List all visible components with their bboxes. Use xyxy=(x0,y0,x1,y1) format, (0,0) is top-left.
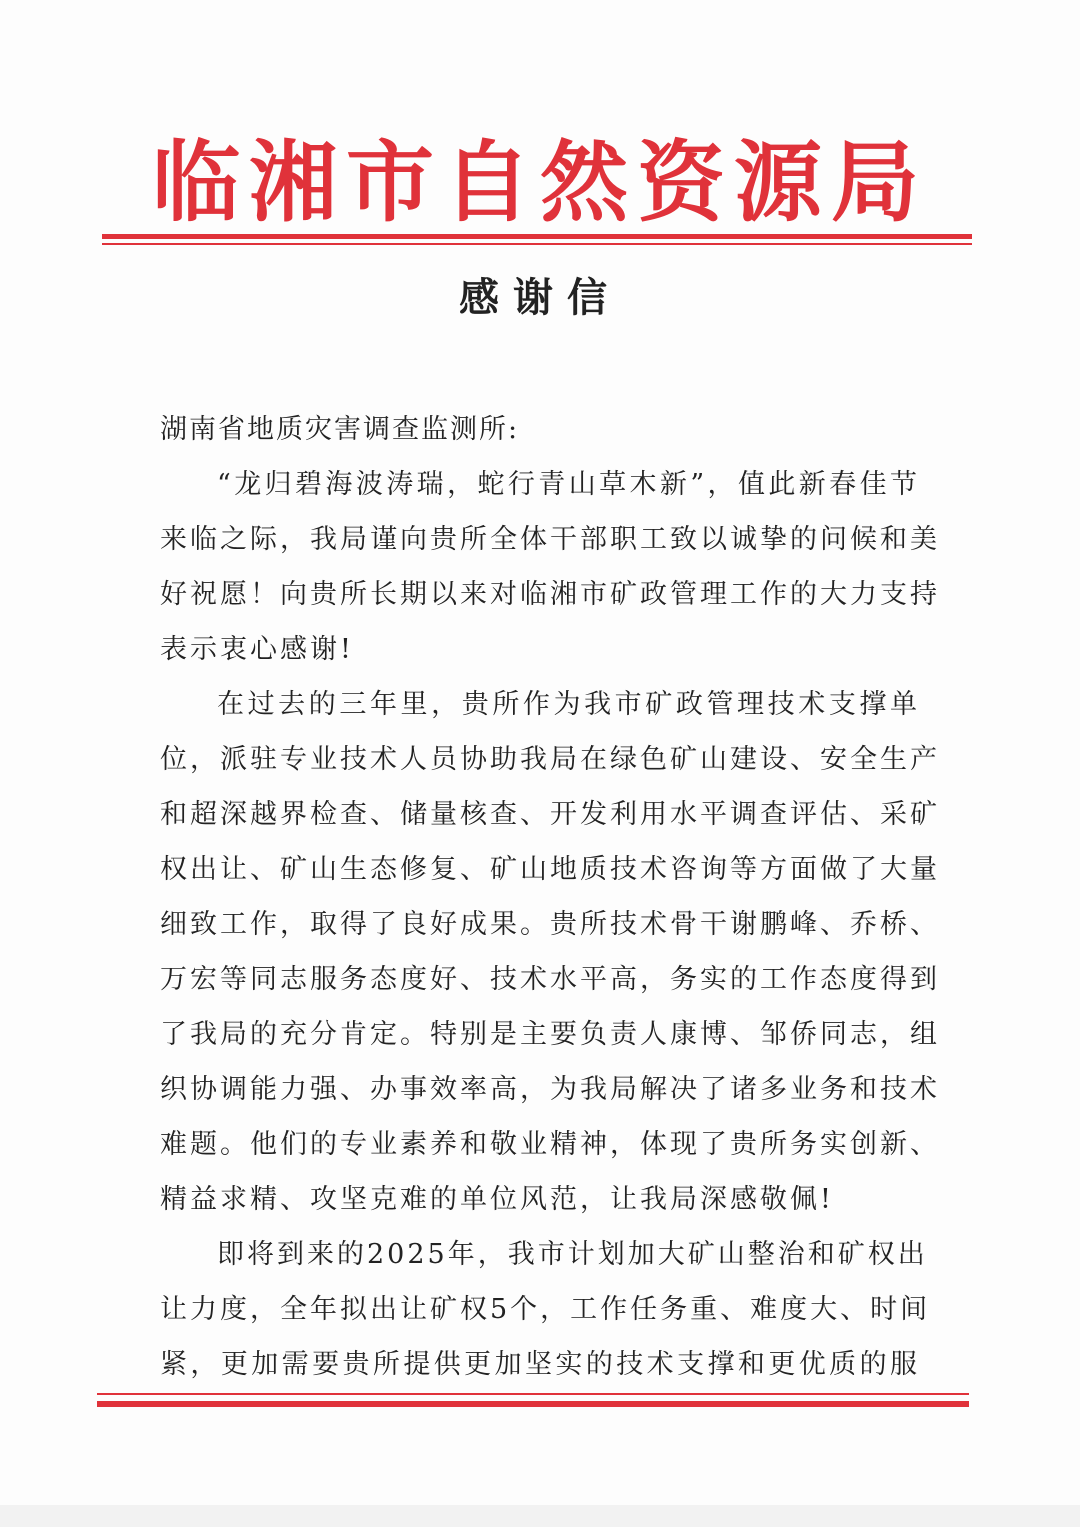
body-line: 织协调能力强、办事效率高，为我局解决了诸多业务和技术 xyxy=(160,1074,940,1105)
page-bottom-edge xyxy=(0,1505,1080,1527)
letter-body xyxy=(160,465,940,1400)
body-line: 权出让、矿山生态修复、矿山地质技术咨询等方面做了大量 xyxy=(160,854,940,885)
body-line: 和超深越界检查、储量核查、开发利用水平调查评估、采矿 xyxy=(160,799,940,830)
body-line: 让力度，全年拟出让矿权5个，工作任务重、难度大、时间 xyxy=(160,1294,931,1325)
body-line: 即将到来的2025年，我市计划加大矿山整治和矿权出 xyxy=(217,1239,928,1270)
letterhead-rule-thick xyxy=(102,234,972,239)
footer-rule-thick xyxy=(97,1401,969,1407)
body-line: 表示衷心感谢! xyxy=(160,634,354,665)
body-line: 好祝愿！向贵所长期以来对临湘市矿政管理工作的大力支持 xyxy=(160,579,940,610)
footer-rule-thin xyxy=(97,1393,969,1395)
recipient-salutation: 湖南省地质灾害调查监测所: xyxy=(160,414,520,445)
body-line: 难题。他们的专业素养和敬业精神，体现了贵所务实创新、 xyxy=(160,1129,940,1160)
letterhead-rule-thin xyxy=(102,243,972,245)
body-line: 万宏等同志服务态度好、技术水平高，务实的工作态度得到 xyxy=(160,964,940,995)
letterhead-organization-name: 临湘市自然资源局 xyxy=(151,131,928,234)
body-line: 了我局的充分肯定。特别是主要负责人康博、邹侨同志，组 xyxy=(160,1019,940,1050)
body-line: 紧，更加需要贵所提供更加坚实的技术支撑和更优质的服 xyxy=(160,1349,920,1380)
body-line: 在过去的三年里，贵所作为我市矿政管理技术支撑单 xyxy=(217,689,920,720)
body-line: 细致工作，取得了良好成果。贵所技术骨干谢鹏峰、乔桥、 xyxy=(160,909,940,940)
body-line: 精益求精、攻坚克难的单位风范，让我局深感敬佩! xyxy=(160,1184,834,1215)
body-line: 来临之际，我局谨向贵所全体干部职工致以诚挚的问候和美 xyxy=(160,524,940,555)
document-title: 感谢信 xyxy=(459,274,621,321)
body-line: “龙归碧海波涛瑞，蛇行青山草木新”，值此新春佳节 xyxy=(217,469,920,500)
body-line: 位，派驻专业技术人员协助我局在绿色矿山建设、安全生产 xyxy=(160,744,940,775)
